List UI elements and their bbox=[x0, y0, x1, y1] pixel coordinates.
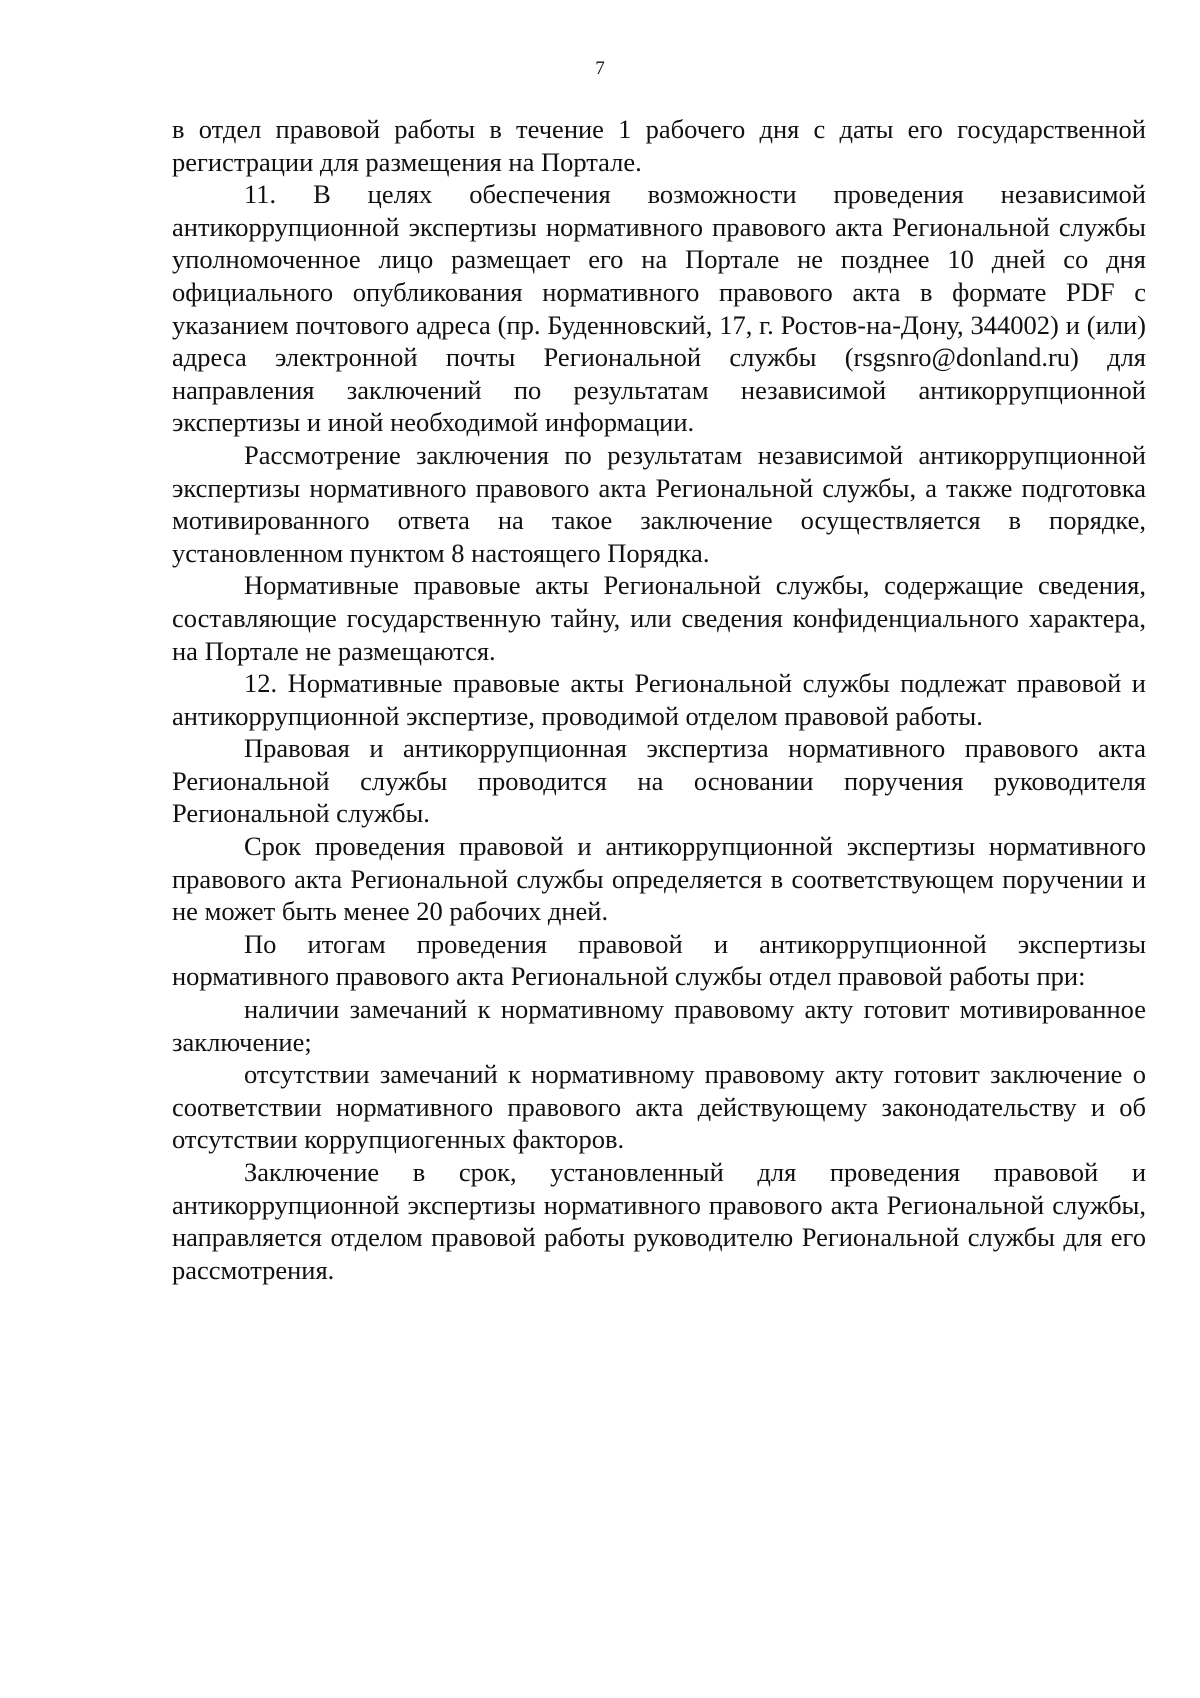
page-number: 7 bbox=[595, 58, 605, 79]
paragraph-with-remarks: наличии замечаний к нормативному правовому акту готовит мотивированное заключение; bbox=[172, 994, 1146, 1057]
paragraph-without-remarks: отсутствии замечаний к нормативному правовому акту готовит заключение о соответствии нормативного правового акта действующему законодательству и об отсутствии коррупциогенных факторов. bbox=[172, 1059, 1146, 1155]
paragraph-expertise-basis: Правовая и антикоррупционная экспертиза нормативного правового акта Региональной службы проводится на основании поручения руководителя Региональной службы. bbox=[172, 733, 1146, 829]
paragraph-expertise-term: Срок проведения правовой и антикоррупционной экспертизы нормативного правового акта Региональной службы определяется в соответствующем поручении и не может быть менее 20 рабочих дней. bbox=[172, 831, 1146, 927]
paragraph-conclusion-delivery: Заключение в срок, установленный для проведения правовой и антикоррупционной экспертизы нормативного правового акта Региональной службы, направляется отделом правовой работы руководителю Региональной службы для его рассмотрения. bbox=[172, 1157, 1146, 1285]
paragraph-expertise-results: По итогам проведения правовой и антикоррупционной экспертизы нормативного правового акта Региональной службы отдел правовой работы при: bbox=[172, 928, 1146, 992]
document-body bbox=[172, 113, 1146, 1286]
paragraph-item-11: 11. В целях обеспечения возможности проведения независимой антикоррупционной экспертизы нормативного правового акта Региональной службы уполномоченное лицо размещает его на Портале не позднее 10 дней со дня официального опубликования нормативного правового акта в формате PDF с указанием почтового адреса (пр. Буденновский, 17, г. Ростов-на-Дону, 344002) и (или) адреса электронной почты Региональной службы (rsgsnro@donland.ru) для направления заключений по результатам независимой антикоррупционной экспертизы и иной необходимой информации. bbox=[172, 179, 1146, 438]
paragraph-item-12: 12. Нормативные правовые акты Региональной службы подлежат правовой и антикоррупционной экспертизе, проводимой отделом правовой работы. bbox=[172, 668, 1146, 731]
paragraph-continuation: в отдел правовой работы в течение 1 рабочего дня с даты его государственной регистрации для размещения на Портале. bbox=[172, 114, 1146, 177]
paragraph-review-procedure: Рассмотрение заключения по результатам независимой антикоррупционной экспертизы нормативного правового акта Региональной службы, а также подготовка мотивированного ответа на такое заключение осуществляется в порядке, установленном пунктом 8 настоящего Порядка. bbox=[172, 439, 1146, 568]
paragraph-secret-acts: Нормативные правовые акты Региональной службы, содержащие сведения, составляющие государственную тайну, или сведения конфиденциального характера, на Портале не размещаются. bbox=[172, 570, 1146, 666]
